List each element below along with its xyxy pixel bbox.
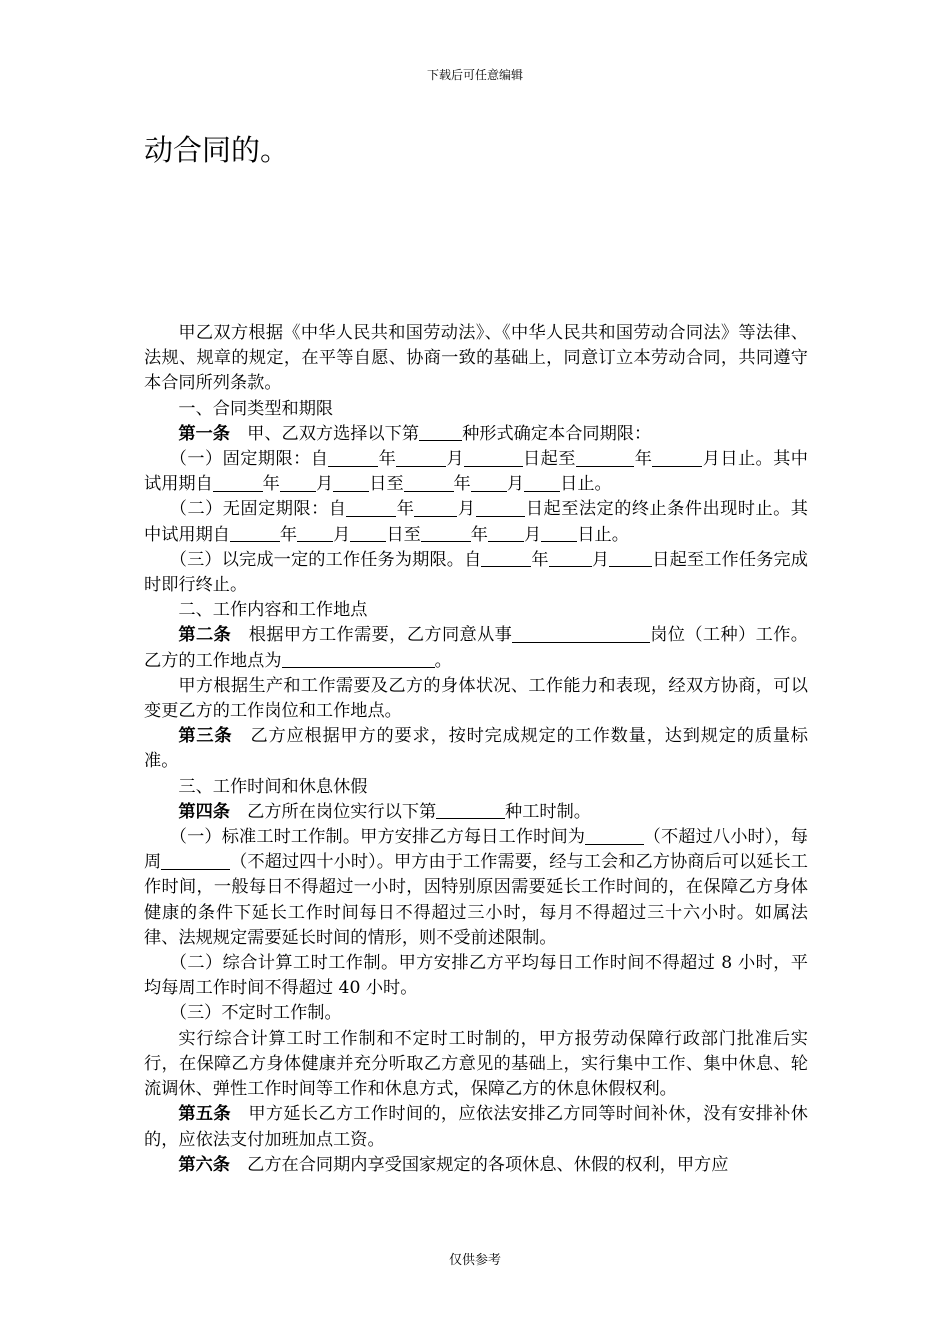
blank-field[interactable] [213, 474, 263, 492]
continued-heading: 动合同的。 [144, 133, 290, 167]
article-label: 第一条 [178, 423, 230, 444]
section-heading-1: 一、合同类型和期限 [178, 398, 334, 419]
blank-field[interactable] [280, 474, 316, 492]
article-3: 第三条 乙方应根据甲方的要求，按时完成规定的工作数量，达到规定的质量标准。 [144, 726, 808, 772]
job-change-paragraph: 甲方根据生产和工作需要及乙方的身体状况、工作能力和表现，经双方协商，可以变更乙方的工作岗位和工作地点。 [144, 675, 808, 722]
open-term-clause: （二）无固定期限：自 年 月 日起至法定的终止条件出现时止。其中试用期自 年 月 日至 年 月 日止。 [144, 499, 808, 545]
blank-field[interactable] [328, 448, 378, 466]
blank-field[interactable] [512, 625, 650, 643]
fixed-term-clause: （一）固定期限：自 年 月 日起至 年 月日止。其中试用期自 年 月 日至 年 月 日止。 [144, 449, 808, 495]
blank-field[interactable] [524, 474, 560, 492]
section-heading-3: 三、工作时间和休息休假 [178, 776, 368, 797]
blank-field[interactable] [230, 524, 280, 542]
flexible-hours-clause: （三）不定时工作制。 [169, 1003, 342, 1024]
blank-field[interactable] [476, 499, 526, 517]
blank-field[interactable] [404, 474, 454, 492]
blank-field[interactable] [414, 499, 457, 517]
article-label: 第四条 [178, 801, 230, 822]
article-label: 第五条 [178, 1104, 231, 1125]
contract-body [144, 321, 808, 1178]
blank-field[interactable] [549, 549, 592, 567]
section-heading-2: 二、工作内容和工作地点 [178, 600, 368, 621]
blank-field[interactable] [297, 524, 333, 542]
blank-field[interactable] [609, 549, 652, 567]
page-footer: 仅供参考 [448, 1253, 501, 1268]
article-label: 第三条 [178, 726, 233, 747]
blank-field[interactable] [481, 549, 531, 567]
approval-paragraph: 实行综合计算工时工作制和不定时工时制的，甲方报劳动保障行政部门批准后实行，在保障乙方身体健康并充分听取乙方意见的基础上，实行集中工作、集中休息、轮流调休、弹性工作时间等工作和休息方式，保障乙方的休息休假权利。 [144, 1028, 808, 1100]
task-term-clause: （三）以完成一定的工作任务为期限。自 年 月 日起至工作任务完成时即行终止。 [144, 549, 808, 596]
comprehensive-hours-clause: （二）综合计算工时工作制。甲方安排乙方平均每日工作时间不得超过 8 小时，平均每周工作时间不得超过 40 小时。 [144, 953, 808, 999]
blank-field[interactable] [350, 524, 386, 542]
blank-field[interactable] [585, 826, 643, 844]
blank-field[interactable] [436, 801, 505, 819]
article-5: 第五条 甲方延长乙方工作时间的，应依法安排乙方同等时间补休，没有安排补休的，应依法支付加班加点工资。 [144, 1104, 808, 1150]
blank-field[interactable] [652, 448, 702, 466]
article-4: 第四条 乙方所在岗位实行以下第 种工时制。 [178, 801, 591, 822]
preamble-paragraph: 甲乙双方根据《中华人民共和国劳动法》、《中华人民共和国劳动合同法》等法律、法规、规章的规定，在平等自愿、协商一致的基础上，同意订立本劳动合同，共同遵守本合同所列条款。 [144, 323, 808, 394]
blank-field[interactable] [161, 852, 230, 870]
blank-field[interactable] [282, 650, 435, 668]
standard-hours-clause: （一）标准工时工作制。甲方安排乙方每日工作时间为 （不超过八小时），每周 （不超过四十小时）。甲方由于工作需要，经与工会和乙方协商后可以延长工作时间，一般每日不得超过一小时，因特别原因需要延长工作时间的，在保障乙方身体健康的条件下延长工作时间每日不得超过三小时，每月不得超过三十六小时。如属法律、法规规定需要延长时间的情形，则不受前述限制。 [144, 827, 808, 948]
article-label: 第六条 [178, 1154, 230, 1175]
article-6: 第六条 乙方在合同期内享受国家规定的各项休息、休假的权利，甲方应 [178, 1154, 729, 1175]
blank-field[interactable] [471, 474, 507, 492]
page-header: 下载后可任意编辑 [426, 68, 523, 82]
blank-field[interactable] [419, 423, 462, 441]
blank-field[interactable] [396, 448, 446, 466]
blank-field[interactable] [346, 499, 396, 517]
blank-field[interactable] [421, 524, 471, 542]
article-1: 第一条 甲、乙双方选择以下第 种形式确定本合同期限： [178, 423, 652, 444]
blank-field[interactable] [464, 448, 522, 466]
article-label: 第二条 [178, 625, 232, 646]
blank-field[interactable] [576, 448, 634, 466]
blank-field[interactable] [541, 524, 577, 542]
blank-field[interactable] [333, 474, 369, 492]
blank-field[interactable] [488, 524, 524, 542]
article-2: 第二条 根据甲方工作需要，乙方同意从事 岗位（工种）工作。乙方的工作地点为 。 [144, 625, 808, 671]
